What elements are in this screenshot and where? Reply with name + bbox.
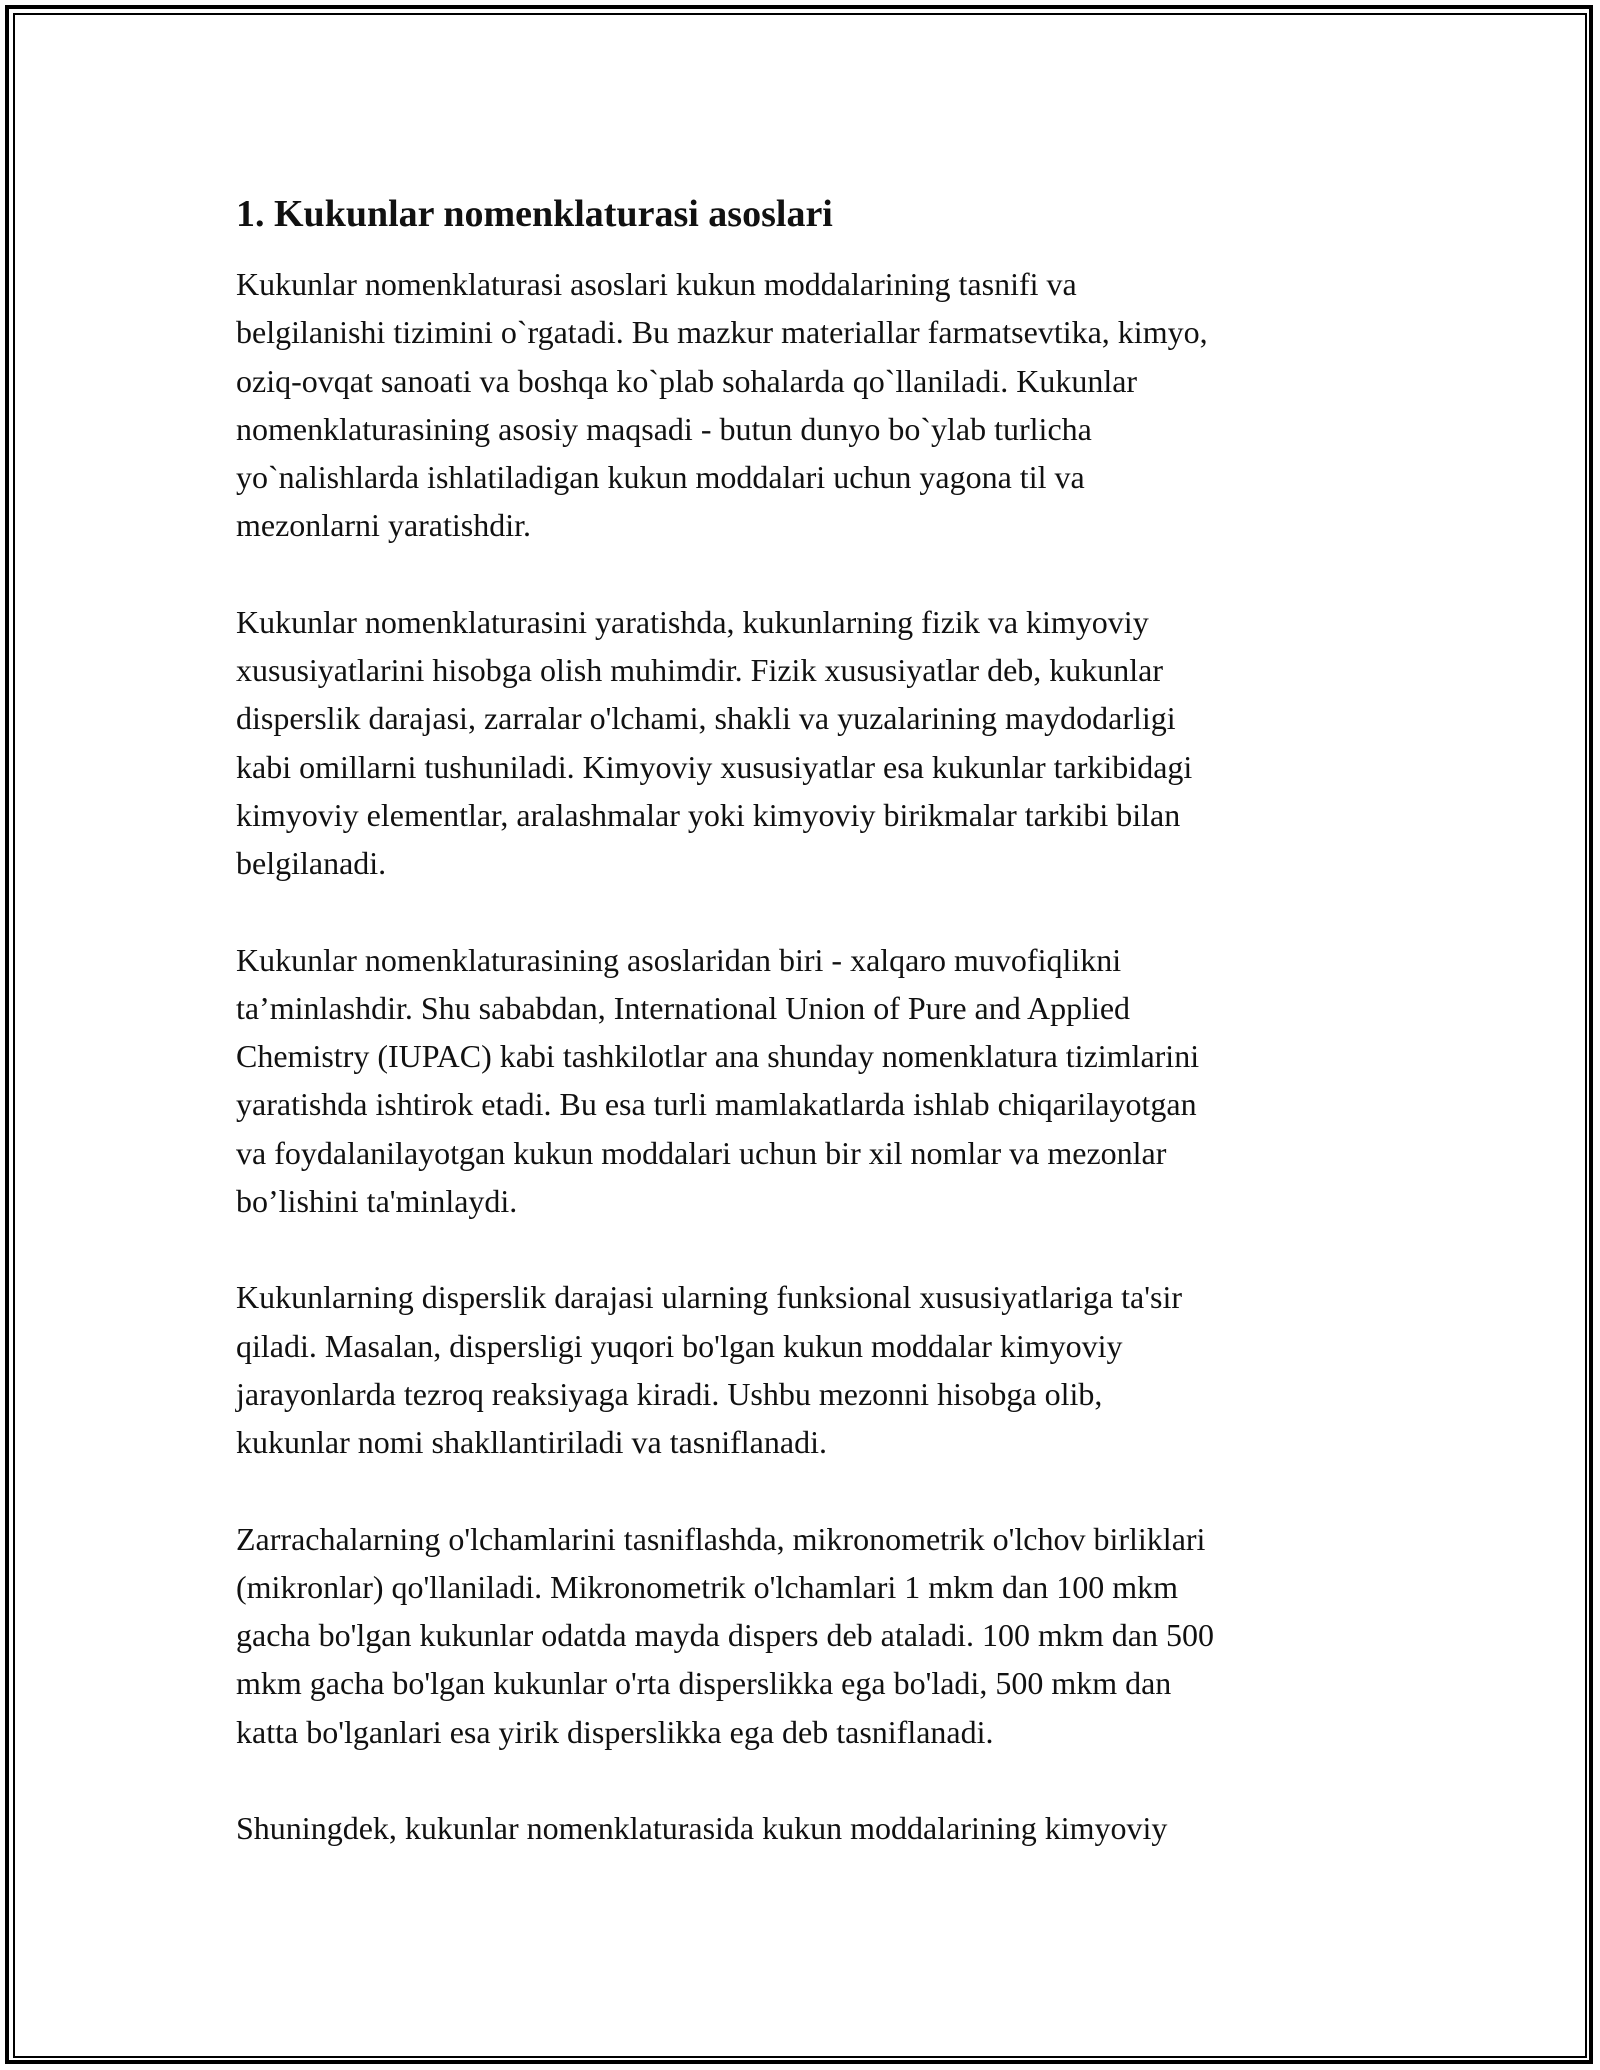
text-line: kukunlar nomi shakllantiriladi va tasniflanadi. <box>236 1424 827 1461</box>
text-line: katta bo'lganlari esa yirik disperslikka ega deb tasniflanadi. <box>236 1713 994 1750</box>
text-line: nomenklaturasining asosiy maqsadi - butun dunyo bo`ylab turlicha <box>236 410 1092 447</box>
paragraph-6 <box>236 1804 1366 1852</box>
text-line: va foydalanilayotgan kukun moddalari uchun bir xil nomlar va mezonlar <box>236 1134 1167 1171</box>
text-line: belgilanadi. <box>236 845 387 882</box>
text-line: belgilanishi tizimini o`rgatadi. Bu mazkur materiallar farmatsevtika, kimyo, <box>236 314 1208 351</box>
text-line: mkm gacha bo'lgan kukunlar o'rta disperslikka ega bo'ladi, 500 mkm dan <box>236 1665 1172 1702</box>
text-line: (mikronlar) qo'llaniladi. Mikronometrik o'lchamlari 1 mkm dan 100 mkm <box>236 1568 1179 1605</box>
text-line: Shuningdek, kukunlar nomenklaturasida kukun moddalarining kimyoviy <box>236 1810 1168 1847</box>
text-line: kimyoviy elementlar, aralashmalar yoki kimyoviy birikmalar tarkibi bilan <box>236 796 1181 833</box>
paragraph-3 <box>236 936 1366 1226</box>
text-line: Kukunlarning disperslik darajasi ularning funksional xususiyatlariga ta'sir <box>236 1279 1183 1316</box>
text-line: Kukunlar nomenklaturasining asoslaridan biri - xalqaro muvofiqlikni <box>236 941 1122 978</box>
text-line: mezonlarni yaratishdir. <box>236 507 532 544</box>
text-line: bo’lishini ta'minlaydi. <box>236 1183 518 1220</box>
paragraph-1 <box>236 260 1366 550</box>
text-line: disperslik darajasi, zarralar o'lchami, shakli va yuzalarining maydodarligi <box>236 700 1176 737</box>
text-line: Chemistry (IUPAC) kabi tashkilotlar ana shunday nomenklatura tizimlarini <box>236 1038 1200 1075</box>
text-line: Zarrachalarning o'lchamlarini tasniflashda, mikronometrik o'lchov birliklari <box>236 1520 1206 1557</box>
paragraph-5 <box>236 1515 1366 1756</box>
paragraph-2 <box>236 598 1366 888</box>
text-line: Kukunlar nomenklaturasini yaratishda, kukunlarning fizik va kimyoviy <box>236 603 1149 640</box>
document-body <box>236 190 1366 1900</box>
text-line: xususiyatlarini hisobga olish muhimdir. Fizik xususiyatlar deb, kukunlar <box>236 652 1164 689</box>
text-line: Kukunlar nomenklaturasi asoslari kukun moddalarining tasnifi va <box>236 266 1077 302</box>
text-line: qiladi. Masalan, dispersligi yuqori bo'lgan kukun moddalar kimyoviy <box>236 1327 1123 1364</box>
text-line: ta’minlashdir. Shu sababdan, International Union of Pure and Applied <box>236 989 1131 1026</box>
text-line: yaratishda ishtirok etadi. Bu esa turli mamlakatlarda ishlab chiqarilayotgan <box>236 1086 1197 1123</box>
text-line: yo`nalishlarda ishlatiladigan kukun moddalari uchun yagona til va <box>236 459 1085 496</box>
text-line: gacha bo'lgan kukunlar odatda mayda dispers deb ataladi. 100 mkm dan 500 <box>236 1617 1214 1654</box>
section-heading: 1. Kukunlar nomenklaturasi asoslari <box>236 193 833 235</box>
text-line: kabi omillarni tushuniladi. Kimyoviy xususiyatlar esa kukunlar tarkibidagi <box>236 748 1193 785</box>
text-line: jarayonlarda tezroq reaksiyaga kiradi. Ushbu mezonni hisobga olib, <box>236 1375 1103 1412</box>
text-line: oziq-ovqat sanoati va boshqa ko`plab sohalarda qo`llaniladi. Kukunlar <box>236 362 1138 399</box>
paragraph-4 <box>236 1273 1366 1466</box>
